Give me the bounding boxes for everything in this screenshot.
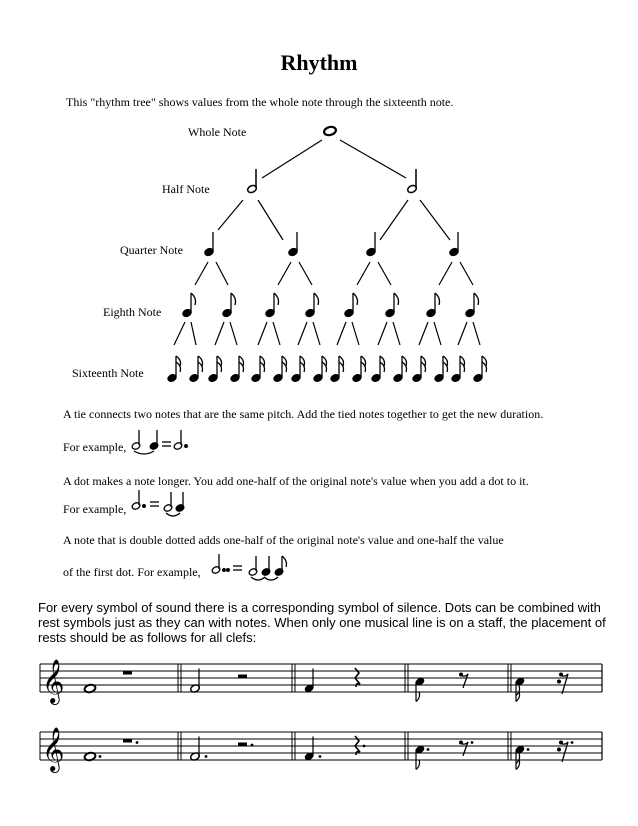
sixteenth-note	[291, 356, 305, 383]
tie-example-label: For example,	[63, 440, 127, 454]
rest-placement-staves	[0, 650, 638, 826]
whole-rest-icon	[123, 671, 132, 675]
sixteenth-note	[393, 356, 407, 383]
label-quarter-note: Quarter Note	[120, 243, 183, 257]
tie-paragraph: A tie connects two notes that are the same pitch. Add the tied notes together to get the new duration.	[63, 407, 544, 421]
sixteenth-note	[230, 356, 244, 383]
rests-paragraph: For every symbol of sound there is a corresponding symbol of silence. Dots can be combined with rest symbols just as they can with notes. When only one musical line is on a staff, the placement of rests should be as follows for all clefs:	[38, 600, 606, 645]
sixteenth-rest-icon	[562, 674, 568, 694]
half-rest-icon	[238, 743, 247, 747]
sixteenth-note	[251, 356, 265, 383]
eighth-rest-icon	[462, 742, 468, 756]
sixteenth-note	[451, 356, 465, 383]
eighth-rest-icon	[462, 674, 468, 688]
sixteenth-note	[352, 356, 366, 383]
sixteenth-note	[167, 356, 181, 383]
staff-plain-rests	[40, 659, 602, 705]
label-half-note: Half Note	[162, 182, 210, 196]
label-whole-note: Whole Note	[188, 125, 247, 139]
sixteenth-note	[330, 356, 344, 383]
sixteenth-note	[208, 356, 222, 383]
double-dot-paragraph: A note that is double dotted adds one-half of the original note's value and one-half the value	[63, 533, 504, 547]
sixteenth-note	[412, 356, 426, 383]
sixteenth-note	[313, 356, 327, 383]
sixteenth-note	[273, 356, 287, 383]
whole-rest-icon	[123, 739, 132, 743]
sixteenth-note	[473, 356, 487, 383]
treble-clef-icon: 𝄞	[42, 659, 65, 703]
sixteenth-rest-icon	[562, 742, 568, 762]
tie-example-notation	[128, 426, 198, 456]
label-eighth-note: Eighth Note	[103, 305, 162, 319]
half-rest-icon	[238, 675, 247, 679]
dot-example-notation	[128, 488, 198, 523]
double-dot-example-notation	[208, 552, 298, 588]
treble-clef-icon: 𝄞	[42, 727, 65, 771]
sixteenth-note	[189, 356, 203, 383]
page-title: Rhythm	[280, 50, 358, 75]
intro-text: This "rhythm tree" shows values from the whole note through the sixteenth note.	[66, 95, 454, 109]
double-dot-example-label: of the first dot. For example,	[63, 565, 201, 579]
staff-dotted-rests	[40, 727, 602, 773]
dot-paragraph: A dot makes a note longer. You add one-half of the original note's value when you add a dot to it.	[63, 474, 529, 488]
rhythm-tree-diagram	[0, 0, 638, 400]
sixteenth-note	[371, 356, 385, 383]
sixteenth-note	[434, 356, 448, 383]
label-sixteenth-note: Sixteenth Note	[72, 366, 144, 380]
dot-example-label: For example,	[63, 502, 127, 516]
